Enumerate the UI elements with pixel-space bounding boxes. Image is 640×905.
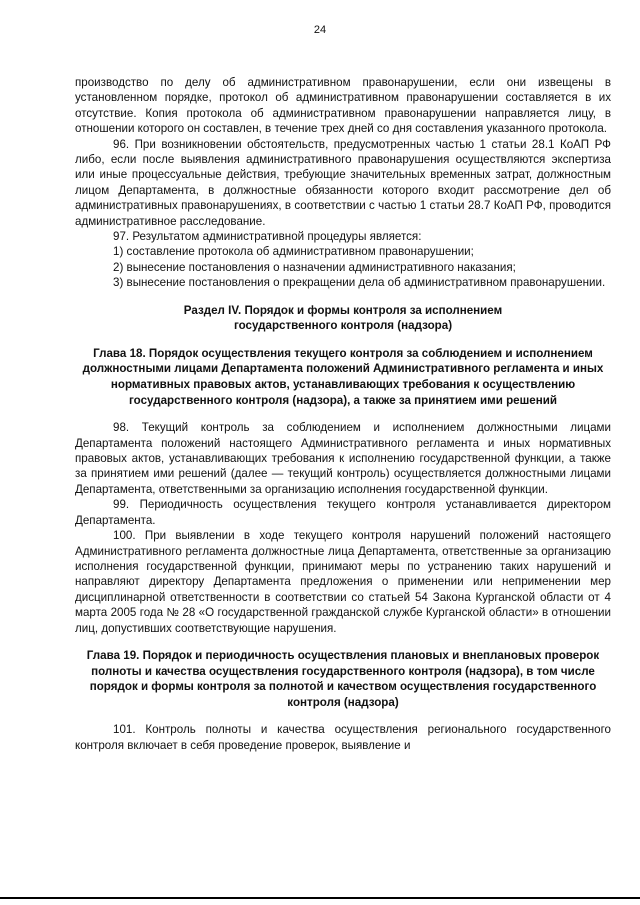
page-number: 24 — [313, 24, 327, 36]
paragraph-101: 101. Контроль полноты и качества осуществления регионального государственного контроля включает в себя проведение проверок, выявление и — [75, 723, 611, 752]
page-content — [75, 75, 611, 753]
paragraph-99: 99. Периодичность осуществления текущего контроля устанавливается директором Департамента. — [75, 498, 611, 527]
paragraph-96: 96. При возникновении обстоятельств, предусмотренных частью 1 статьи 28.1 КоАП РФ либо, если после выявления административного правонарушения осуществляются экспертиза или иные процессуальные действия, требующие значительных временных затрат, должностным лицом Департамента, в должностные обязанности которого входит рассмотрение дел об административных правонарушениях, в соответствии с частью 1 статьи 28.7 КоАП РФ, проводится административное расследование. — [75, 137, 611, 228]
paragraph-continuation: производство по делу об административном правонарушении, если они извещены в установленном порядке, протокол об административном правонарушении составляется в их отсутствие. Копия протокола об административном правонарушении направляется лицу, в отношении которого он составлен, в течение трех дней со дня составления указанного протокола. — [75, 76, 611, 136]
list-item-1: 1) составление протокола об административном правонарушении; — [113, 245, 474, 259]
section-heading: Раздел IV. Порядок и формы контроля за исполнением государственного контроля (надзора) — [183, 303, 503, 333]
bottom-edge-line — [0, 897, 640, 899]
paragraph-98: 98. Текущий контроль за соблюдением и исполнением должностными лицами Департамента положений настоящего Административного регламента и иных нормативных правовых актов, устанавливающих требования к исполнению государственной функции, а также за принятием ими решений (далее — текущий контроль) осуществляется должностными лицами Департамента, ответственными за организацию исполнения государственной функции. — [75, 421, 611, 496]
list-item-3: 3) вынесение постановления о прекращении дела об административном правонарушении. — [113, 276, 606, 290]
list-item-2: 2) вынесение постановления о назначении административного наказания; — [113, 260, 516, 274]
chapter-18-heading: Глава 18. Порядок осуществления текущего контроля за соблюдением и исполнением должностными лицами Департамента положений Административного регламента и иных нормативных правовых актов, устанавливающих требования к осуществлению государственного контроля (надзора), а также за принятием ими решений — [82, 346, 604, 407]
paragraph-97: 97. Результатом административной процедуры является: — [113, 230, 422, 244]
paragraph-100: 100. При выявлении в ходе текущего контроля нарушений положений настоящего Административного регламента должностные лица Департамента, ответственные за организацию исполнения государственной функции, принимают меры по устранению таких нарушений и направляют директору Департамента предложения о применении или неприменении мер дисциплинарной ответственности в соответствии со статьей 54 Закона Курганской области от 4 марта 2005 года № 28 «О государственной гражданской службе Курганской области» в отношении лиц, допустивших соответствующие нарушения. — [75, 529, 611, 635]
chapter-19-heading: Глава 19. Порядок и периодичность осуществления плановых и внеплановых проверок полноты и качества осуществления государственного контроля (надзора), в том числе порядок и формы контроля за полнотой и качеством осуществления государственного контроля (надзора) — [86, 648, 600, 709]
